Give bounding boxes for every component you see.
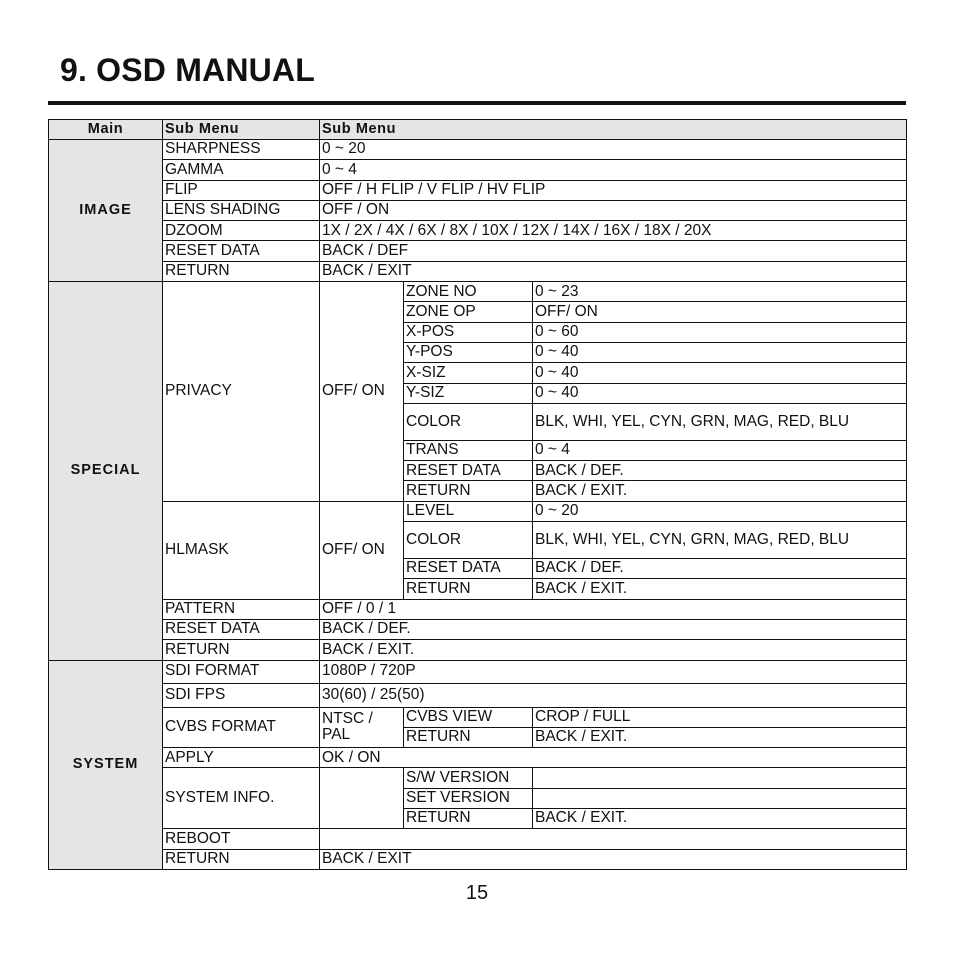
system-info-item-label: RETURN [404,809,533,829]
header-sub-menu-detail: Sub Menu [320,120,907,140]
privacy-item-label: Y-POS [404,342,533,362]
submenu-system-info: SYSTEM INFO. [163,768,320,829]
submenu-value: BACK / DEF [320,241,907,261]
privacy-item-value: 0 ~ 40 [533,383,907,403]
submenu-label: GAMMA [163,160,320,180]
hlmask-item-label: LEVEL [404,501,533,521]
submenu-value: BACK / EXIT [320,849,907,869]
system-info-item-label: S/W VERSION [404,768,533,788]
page-number: 15 [465,882,489,904]
privacy-toggle-value: OFF/ ON [320,282,404,502]
header-main: Main [49,120,163,140]
cvbs-format-value: NTSC / PAL [320,707,404,748]
submenu-label: RETURN [163,261,320,281]
submenu-label: APPLY [163,748,320,768]
system-info-item-label: SET VERSION [404,788,533,808]
main-menu-special: SPECIAL [49,282,163,660]
privacy-item-label: ZONE OP [404,302,533,322]
submenu-value: 30(60) / 25(50) [320,683,907,707]
system-info-blank [320,768,404,829]
privacy-item-label: X-SIZ [404,363,533,383]
privacy-item-value: 0 ~ 60 [533,322,907,342]
osd-menu-table [48,119,907,870]
submenu-label: LENS SHADING [163,200,320,220]
main-menu-system: SYSTEM [49,660,163,869]
privacy-item-value: 0 ~ 40 [533,342,907,362]
submenu-privacy: PRIVACY [163,282,320,502]
submenu-label: PATTERN [163,599,320,619]
submenu-value: 0 ~ 20 [320,140,907,160]
hlmask-item-label: RESET DATA [404,559,533,579]
hlmask-item-value: BACK / DEF. [533,559,907,579]
submenu-label: REBOOT [163,829,320,849]
privacy-item-value: OFF/ ON [533,302,907,322]
submenu-value: BACK / EXIT [320,261,907,281]
privacy-item-label: RETURN [404,481,533,501]
title-divider [48,101,906,105]
submenu-label: SHARPNESS [163,140,320,160]
hlmask-item-value: BACK / EXIT. [533,579,907,599]
hlmask-item-label: RETURN [404,579,533,599]
privacy-item-value: 0 ~ 23 [533,282,907,302]
privacy-item-value: 0 ~ 4 [533,440,907,460]
submenu-label: RETURN [163,849,320,869]
hlmask-item-value: 0 ~ 20 [533,501,907,521]
submenu-value [320,829,907,849]
privacy-item-value: BACK / DEF. [533,461,907,481]
submenu-label: RESET DATA [163,241,320,261]
submenu-cvbs-format: CVBS FORMAT [163,707,320,748]
privacy-item-value: BACK / EXIT. [533,481,907,501]
submenu-value: OK / ON [320,748,907,768]
submenu-value: OFF / 0 / 1 [320,599,907,619]
submenu-label: RESET DATA [163,619,320,639]
submenu-hlmask: HLMASK [163,501,320,599]
submenu-label: SDI FPS [163,683,320,707]
cvbs-item-label: RETURN [404,727,533,747]
submenu-label: RETURN [163,640,320,660]
system-info-item-value [533,768,907,788]
hlmask-toggle-value: OFF/ ON [320,501,404,599]
submenu-value: OFF / ON [320,200,907,220]
submenu-label: FLIP [163,180,320,200]
submenu-value: BACK / EXIT. [320,640,907,660]
page-title: 9. OSD MANUAL [60,52,316,88]
cvbs-item-value: CROP / FULL [533,707,907,727]
privacy-item-value: 0 ~ 40 [533,363,907,383]
privacy-item-label: ZONE NO [404,282,533,302]
submenu-value: BACK / DEF. [320,619,907,639]
submenu-value: 1080P / 720P [320,660,907,683]
system-info-item-value: BACK / EXIT. [533,809,907,829]
privacy-item-label: TRANS [404,440,533,460]
submenu-value: OFF / H FLIP / V FLIP / HV FLIP [320,180,907,200]
header-sub-menu: Sub Menu [163,120,320,140]
privacy-item-label: RESET DATA [404,461,533,481]
privacy-item-label: COLOR [404,403,533,440]
cvbs-item-value: BACK / EXIT. [533,727,907,747]
hlmask-item-value: BLK, WHI, YEL, CYN, GRN, MAG, RED, BLU [533,522,907,559]
privacy-item-label: Y-SIZ [404,383,533,403]
submenu-label: DZOOM [163,221,320,241]
submenu-label: SDI FORMAT [163,660,320,683]
hlmask-item-label: COLOR [404,522,533,559]
system-info-item-value [533,788,907,808]
privacy-item-value: BLK, WHI, YEL, CYN, GRN, MAG, RED, BLU [533,403,907,440]
submenu-value: 0 ~ 4 [320,160,907,180]
submenu-value: 1X / 2X / 4X / 6X / 8X / 10X / 12X / 14X / 16X / 18X / 20X [320,221,907,241]
privacy-item-label: X-POS [404,322,533,342]
main-menu-image: IMAGE [49,140,163,282]
cvbs-item-label: CVBS VIEW [404,707,533,727]
